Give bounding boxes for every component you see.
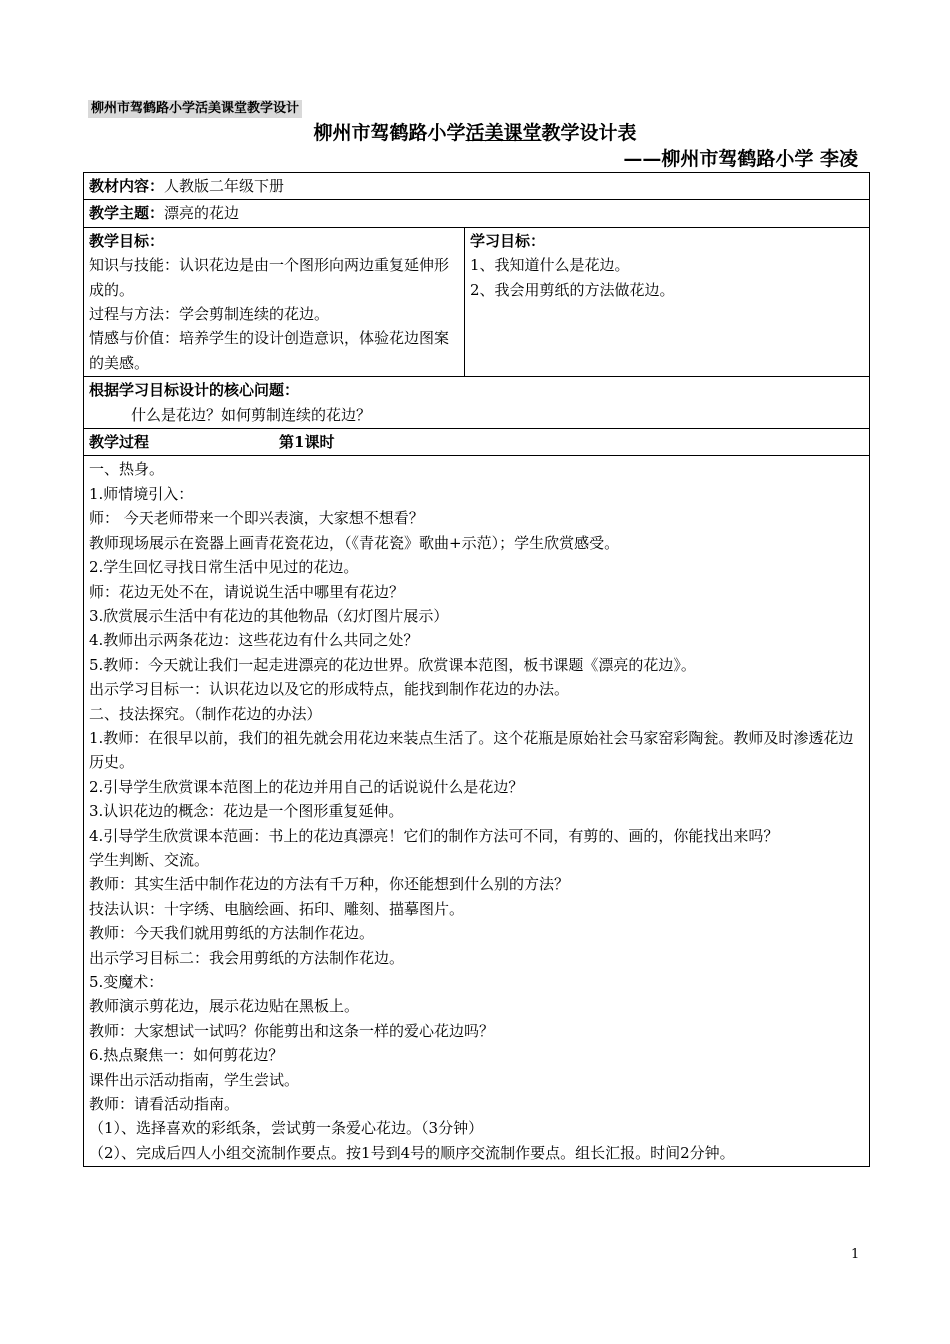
row-theme [84,200,870,227]
process-line: 4.教师出示两条花边：这些花边有什么共同之处？ [89,631,419,650]
teaching-goal-line: 情感与价值：培养学生的设计创造意识，体验花边图案的美感。 [89,329,450,372]
document-title [0,121,950,145]
row-process-body [84,456,870,1167]
process-line: 技法认识：十字绣、电脑绘画、拓印、雕刻、描摹图片。 [89,899,465,918]
process-line: 5.变魔术： [89,973,164,991]
process-line: 教师：请看活动指南。 [89,1095,240,1114]
process-line: 2.引导学生欣赏课本范图上的花边并用自己的话说说什么是花边？ [89,777,524,796]
material-value: 人教版二年级下册 [164,177,285,195]
header-note: 柳州市驾鹤路小学活美课堂教学设计 [88,100,302,118]
process-line: 一、热身。 [89,460,165,479]
process-line: 教师演示剪花边，展示花边贴在黑板上。 [89,997,360,1016]
process-body [84,456,870,1167]
core-question-text: 什么是花边？如何剪制连续的花边？ [131,405,372,424]
process-line: 4.引导学生欣赏课本范画：书上的花边真漂亮！它们的制作方法可不同，有剪的、画的，你能找出来吗？ [89,826,779,845]
process-line: 教师：其实生活中制作花边的方法有千万种，你还能想到什么别的方法？ [89,875,570,894]
learning-goal-line: 1、我知道什么是花边。 [470,256,630,275]
process-line: 学生判断、交流。 [89,850,210,869]
teaching-goal-line: 过程与方法：学会剪制连续的花边。 [89,305,330,324]
cell-material [84,173,870,200]
process-line: 出示学习目标一：认识花边以及它的形成特点，能找到制作花边的办法。 [89,680,570,699]
row-material [84,173,870,200]
title-pre: 柳州市驾鹤路小学 [313,122,466,144]
theme-label: 教学主题： [89,204,165,223]
row-process-header [84,429,870,456]
design-table [83,172,870,1167]
author-line: ——柳州市驾鹤路小学 李凌 [623,148,858,170]
process-line: 课件出示活动指南，学生尝试。 [89,1070,300,1089]
cell-learning-goals [465,227,870,376]
title-underlined: 活美课堂 [465,122,542,144]
process-label: 教学过程 [89,433,150,452]
process-line: 教师：大家想试一试吗？你能剪出和这条一样的爱心花边吗？ [89,1021,495,1040]
process-line: 2.学生回忆寻找日常生活中见过的花边。 [89,558,359,577]
process-line: 3.欣赏展示生活中有花边的其他物品（幻灯图片展示） [89,606,449,625]
row-goals [84,227,870,376]
process-line: 6.热点聚焦一：如何剪花边？ [89,1046,284,1065]
process-line: 师： 今天老师带来一个即兴表演，大家想不想看？ [89,509,424,528]
process-line: 师：花边无处不在，请说说生活中哪里有花边？ [89,582,405,601]
process-line: 教师：今天我们就用剪纸的方法制作花边。 [89,924,375,943]
title-post: 教学设计表 [541,122,637,144]
process-line: 5.教师：今天就让我们一起走进漂亮的花边世界。欣赏课本范图，板书课题《漂亮的花边》。 [89,655,696,674]
process-line: 3.认识花边的概念：花边是一个图形重复延伸。 [89,802,404,821]
teaching-goal-line: 知识与技能：认识花边是由一个图形向两边重复延伸形成的。 [89,256,450,299]
page-number: 1 [851,1247,860,1262]
row-core-question [84,377,870,429]
process-line: 教师现场展示在瓷器上画青花瓷花边，（《青花瓷》歌曲+示范）；学生欣赏感受。 [89,533,620,552]
cell-theme [84,200,870,227]
cell-process-header [84,429,870,456]
cell-core-question [84,377,870,429]
process-line: 出示学习目标二：我会用剪纸的方法制作花边。 [89,948,405,967]
learning-goals-label: 学习目标： [470,231,546,250]
theme-value: 漂亮的花边 [164,204,240,223]
cell-teaching-goals [84,227,465,376]
learning-goal-line: 2、我会用剪纸的方法做花边。 [470,280,675,299]
process-line: 1.教师：在很早以前，我们的祖先就会用花边来装点生活了。这个花瓶是原始社会马家窑彩陶瓮。教师及时渗透花边历史。 [89,728,854,772]
process-line: 二、技法探究。（制作花边的办法） [89,704,322,723]
process-line: （1）、选择喜欢的彩纸条，尝试剪一条爱心花边。（3分钟） [89,1119,484,1138]
core-question-label: 根据学习目标设计的核心问题： [89,381,300,400]
session-label: 第1课时 [279,433,335,452]
process-line: 1.师情境引入： [89,484,194,503]
teaching-goals-label: 教学目标： [89,231,165,250]
process-line: （2）、完成后四人小组交流制作要点。按1号到4号的顺序交流制作要点。组长汇报。时间2分钟。 [89,1143,735,1162]
material-label: 教材内容： [89,177,165,195]
